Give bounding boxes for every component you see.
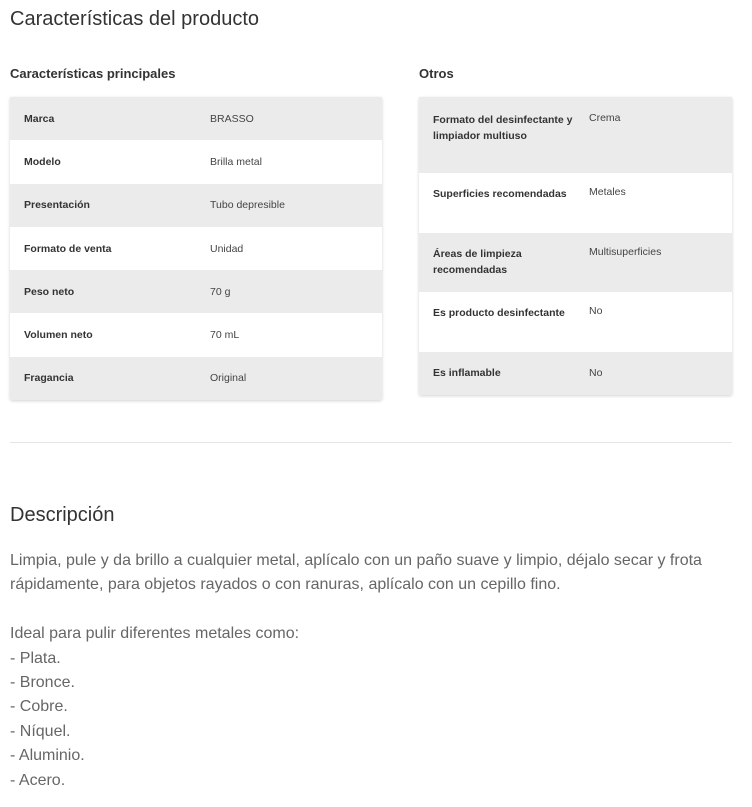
spec-value: Tubo depresible xyxy=(210,199,285,212)
table-row xyxy=(419,97,732,173)
list-item: - Bronce. xyxy=(10,674,75,692)
spec-value: 70 g xyxy=(210,285,231,298)
table-row xyxy=(10,313,382,356)
spec-value: 70 mL xyxy=(210,329,240,342)
list-item: - Níquel. xyxy=(10,722,71,740)
spec-label: Peso neto xyxy=(24,285,75,298)
description-list-intro: Ideal para pulir diferentes metales como: xyxy=(10,625,300,643)
table-row xyxy=(10,140,382,183)
list-item: - Plata. xyxy=(10,649,61,667)
spec-value: Multisuperficies xyxy=(589,245,662,258)
description-title: Descripción xyxy=(10,504,115,526)
spec-label: Formato del desinfectante y limpiador multiuso xyxy=(433,114,573,142)
spec-label: Presentación xyxy=(24,199,90,212)
main-specs-title: Características principales xyxy=(10,66,176,81)
table-row xyxy=(419,173,732,233)
table-row xyxy=(10,97,382,140)
spec-value: Crema xyxy=(589,112,621,124)
spec-label: Superficies recomendadas xyxy=(433,188,567,200)
spec-value: Original xyxy=(210,372,247,385)
description-body xyxy=(10,549,740,793)
table-row xyxy=(10,357,382,400)
other-specs-table xyxy=(419,97,732,395)
spec-value: No xyxy=(589,367,603,379)
spec-value: Metales xyxy=(589,186,626,198)
table-row xyxy=(419,233,732,293)
spec-value: Unidad xyxy=(210,242,244,255)
other-specs-title: Otros xyxy=(419,66,454,81)
list-item: - Acero. xyxy=(10,771,66,789)
list-item: - Aluminio. xyxy=(10,747,85,765)
spec-label: Fragancia xyxy=(24,372,74,385)
spec-label: Es inflamable xyxy=(433,367,501,379)
table-row xyxy=(419,352,732,395)
spec-label: Áreas de limpieza recomendadas xyxy=(433,247,522,276)
description-paragraph: Limpia, pule y da brillo a cualquier metal, aplícalo con un paño suave y limpio, déjalo secar y frota rápidamente, para objetos rayados o con ranuras, aplícalo con un cepillo fino. xyxy=(10,552,702,594)
spec-label: Es producto desinfectante xyxy=(433,307,565,319)
table-row xyxy=(10,270,382,313)
spec-value: BRASSO xyxy=(210,112,254,125)
list-item: - Cobre. xyxy=(10,698,68,716)
spec-label: Volumen neto xyxy=(24,329,93,342)
table-row xyxy=(10,184,382,227)
table-row xyxy=(419,292,732,352)
spec-value: Brilla metal xyxy=(210,155,262,168)
table-row xyxy=(10,227,382,270)
section-divider xyxy=(10,442,732,443)
spec-label: Marca xyxy=(24,112,55,125)
spec-label: Formato de venta xyxy=(24,242,112,255)
page-title: Características del producto xyxy=(10,8,260,30)
main-specs-table xyxy=(10,97,382,400)
spec-value: No xyxy=(589,305,603,317)
spec-label: Modelo xyxy=(24,155,61,168)
